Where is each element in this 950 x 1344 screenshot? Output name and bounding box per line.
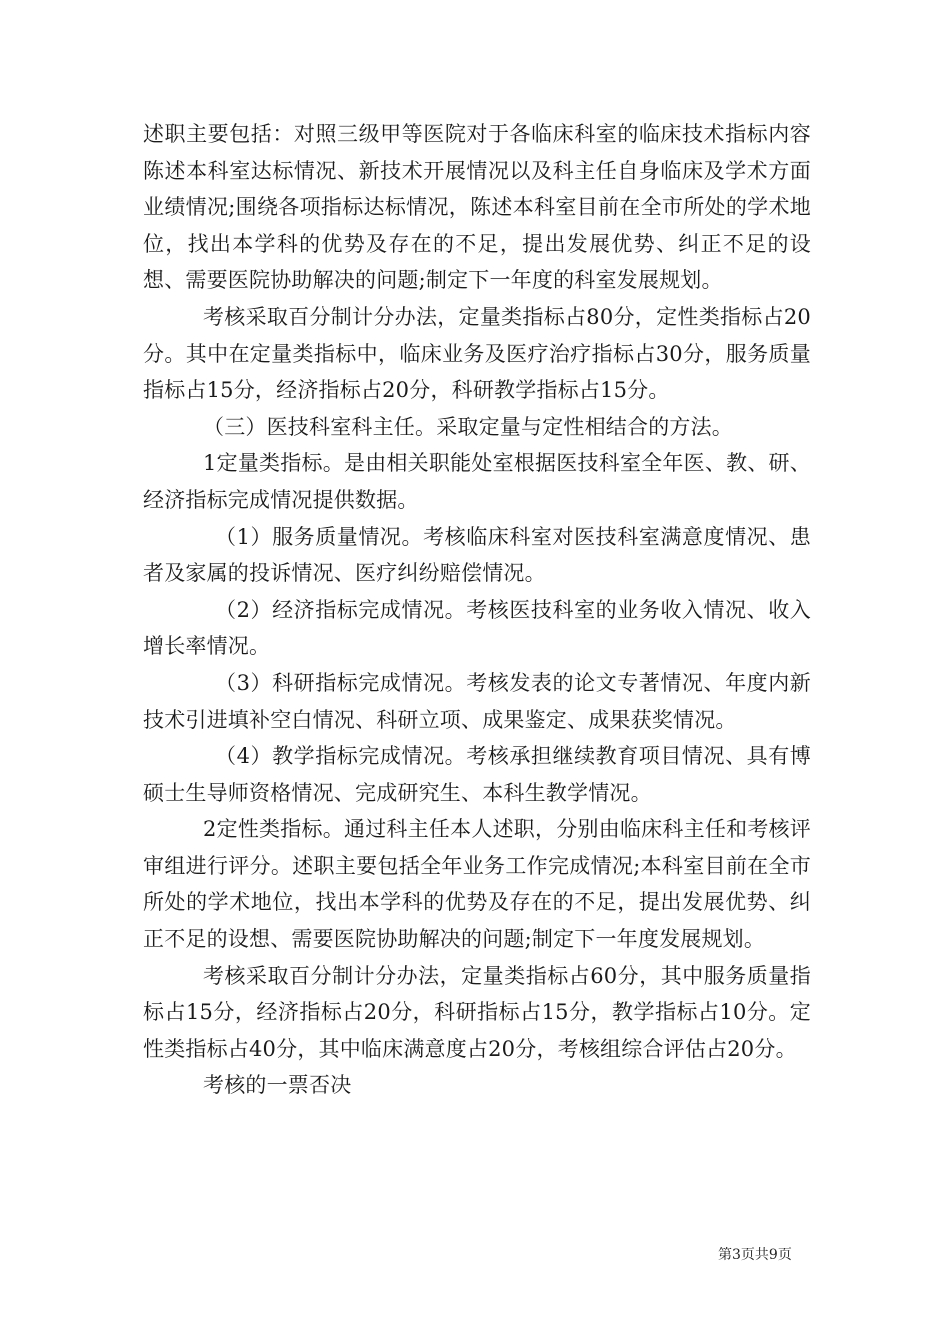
page-number: 第3页共9页: [718, 1247, 792, 1263]
paragraph-research-indicators: （3）科研指标完成情况。考核发表的论文专著情况、年度内新技术引进填补空白情况、科研立项、成果鉴定、成果获奖情况。: [143, 670, 811, 732]
paragraph-economic-indicators: （2）经济指标完成情况。考核医技科室的业务收入情况、收入增长率情况。: [143, 597, 811, 659]
paragraph-report-contents: 述职主要包括：对照三级甲等医院对于各临床科室的临床技术指标内容陈述本科室达标情况、新技术开展情况以及科主任自身临床及学术方面业绩情况;围绕各项指标达标情况，陈述本科室目前在全市所处的学术地位，找出本学科的优势及存在的不足，提出发展优势、纠正不足的设想、需要医院协助解决的问题;制定下一年度的科室发展规划。: [143, 122, 811, 293]
document-body: [143, 116, 811, 1104]
paragraph-qualitative-indicators: 2定性类指标。通过科主任本人述职，分别由临床科主任和考核评审组进行评分。述职主要包括全年业务工作完成情况;本科室目前在全市所处的学术地位，找出本学科的优势及存在的不足，提出发展优势、纠正不足的设想、需要医院协助解决的问题;制定下一年度发展规划。: [143, 817, 811, 952]
paragraph-scoring-clinical: 考核采取百分制计分办法，定量类指标占80分，定性类指标占20分。其中在定量类指标中，临床业务及医疗治疗指标占30分，服务质量指标占15分，经济指标占20分，科研教学指标占15分。: [143, 304, 811, 403]
paragraph-teaching-indicators: （4）教学指标完成情况。考核承担继续教育项目情况、具有博硕士生导师资格情况、完成研究生、本科生教学情况。: [143, 744, 811, 805]
paragraph-section-heading: （三）医技科室科主任。采取定量与定性相结合的方法。: [203, 414, 733, 439]
paragraph-quantitative-indicators: 1定量类指标。是由相关职能处室根据医技科室全年医、教、研、经济指标完成情况提供数据。: [143, 451, 811, 512]
paragraph-veto-heading: 考核的一票否决: [203, 1073, 352, 1098]
paragraph-scoring-medtech: 考核采取百分制计分办法，定量类指标占60分，其中服务质量指标占15分，经济指标占20分，科研指标占15分，教学指标占10分。定性类指标占40分，其中临床满意度占20分，考核组综合评估占20分。: [143, 963, 811, 1061]
paragraph-service-quality: （1）服务质量情况。考核临床科室对医技科室满意度情况、患者及家属的投诉情况、医疗纠纷赔偿情况。: [143, 524, 811, 586]
